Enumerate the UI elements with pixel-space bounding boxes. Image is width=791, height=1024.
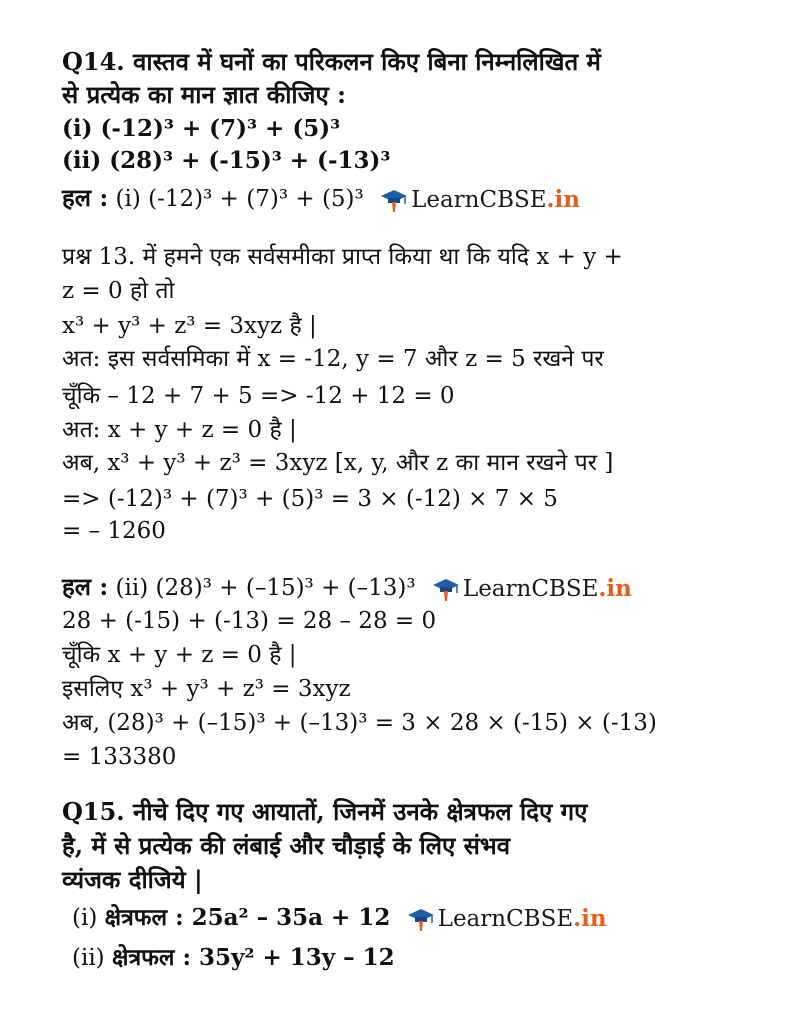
solution-1-header (62, 183, 580, 215)
logo-suffix: .in (546, 186, 580, 213)
solution-label: हल : (62, 572, 109, 601)
q15-part-ii-area: क्षेत्रफल : 35y² + 13y – 12 (111, 944, 395, 971)
graduation-cap-pencil-icon (431, 576, 461, 602)
q14-heading-line1: Q14. वास्तव में घनों का परिकलन किए बिना निम्नलिखित में (62, 47, 601, 76)
solution-1-line: = – 1260 (62, 518, 166, 544)
learncbse-logo (406, 904, 607, 934)
logo-suffix: .in (573, 905, 607, 932)
solution-1-line: => (-12)³ + (7)³ + (5)³ = 3 × (-12) × 7 × 5 (62, 486, 558, 512)
solution-2-line: = 133380 (62, 744, 177, 770)
q15-part-ii (72, 943, 395, 973)
q14-heading-line2: से प्रत्येक का मान ज्ञात कीजिए : (62, 80, 346, 109)
logo-text: LearnCBSE (411, 187, 547, 213)
learncbse-logo (431, 574, 632, 604)
solution-1-line: प्रश्न 13. में हमने एक सर्वसमीका प्राप्त किया था कि यदि x + y + (62, 244, 623, 270)
solution-1-line: अब, x³ + y³ + z³ = 3xyz [x, y, और z का मान रखने पर ] (62, 450, 614, 476)
q14-part-ii: (ii) (28)³ + (-15)³ + (-13)³ (62, 147, 391, 174)
solution-2-line: 28 + (-15) + (-13) = 28 – 28 = 0 (62, 608, 437, 634)
solution-2-line: इसलिए x³ + y³ + z³ = 3xyz (62, 676, 351, 702)
solution-1-line: x³ + y³ + z³ = 3xyz है | (62, 313, 317, 339)
q15-part-ii-number: (ii) (72, 945, 105, 971)
graduation-cap-pencil-icon (406, 906, 436, 932)
solution-2-line: चूँकि x + y + z = 0 है | (62, 642, 297, 668)
solution-2-expression: (ii) (28)³ + (–15)³ + (–13)³ (115, 575, 416, 601)
learncbse-logo (379, 185, 580, 215)
logo-text: LearnCBSE (437, 906, 574, 932)
q14-part-i: (i) (-12)³ + (7)³ + (5)³ (62, 115, 341, 142)
solution-2-header (62, 572, 632, 604)
solution-1-line: चूँकि – 12 + 7 + 5 => -12 + 12 = 0 (62, 383, 455, 409)
solution-1-line: z = 0 हो तो (62, 278, 175, 304)
q15-heading-line1: Q15. नीचे दिए गए आयातों, जिनमें उनके क्षेत्रफल दिए गए (62, 797, 588, 826)
q15-part-i-area: क्षेत्रफल : 25a² – 35a + 12 (104, 904, 391, 931)
solution-2-line: अब, (28)³ + (–15)³ + (–13)³ = 3 × 28 × (-15) × (-13) (62, 710, 657, 736)
q15-heading-line2: है, में से प्रत्येक की लंबाई और चौड़ाई के लिए संभव (62, 831, 511, 860)
logo-suffix: .in (598, 575, 632, 602)
solution-1-expression: (i) (-12)³ + (7)³ + (5)³ (115, 186, 364, 212)
q15-part-i-number: (i) (72, 905, 98, 931)
q15-part-i (72, 903, 607, 934)
logo-text: LearnCBSE (462, 576, 599, 602)
q15-heading-line3: व्यंजक दीजिये | (62, 865, 203, 894)
graduation-cap-pencil-icon (379, 187, 409, 213)
solution-label: हल : (62, 183, 109, 212)
solution-1-line: अत: x + y + z = 0 है | (62, 417, 297, 443)
solution-1-line: अत: इस सर्वसमिका में x = -12, y = 7 और z = 5 रखने पर (62, 346, 604, 372)
